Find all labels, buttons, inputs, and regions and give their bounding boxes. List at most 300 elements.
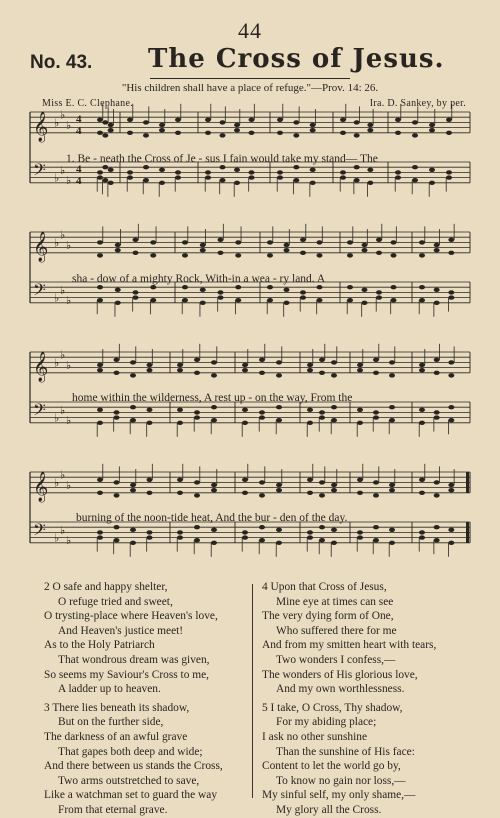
note-head	[373, 371, 379, 375]
verse-line: My sinful self, my only shame,—	[262, 789, 416, 802]
note-head	[448, 251, 454, 255]
note-head	[319, 480, 325, 484]
note-head	[177, 530, 183, 534]
verse-line: Who suffered there for me	[276, 624, 397, 637]
note-head	[434, 493, 440, 497]
note-head	[367, 123, 373, 127]
note-head	[434, 358, 440, 362]
note-head	[147, 421, 153, 425]
hymn-title: The Cross of Jesus.	[148, 44, 445, 74]
note-head	[177, 478, 183, 482]
flat-sign-icon: ♭	[54, 531, 60, 545]
note-head	[300, 251, 306, 255]
note-head	[127, 131, 133, 135]
note-head	[177, 368, 183, 372]
verse-line: But on the further side,	[58, 716, 164, 729]
note-head	[395, 170, 401, 174]
note-head	[218, 251, 224, 255]
bass-clef-icon: 𝄢	[33, 519, 46, 544]
note-head	[130, 528, 136, 532]
note-head	[194, 358, 200, 362]
note-head	[446, 170, 452, 174]
note-head	[331, 541, 337, 545]
note-head	[97, 285, 103, 289]
note-head	[97, 298, 103, 302]
time-signature-icon: 4	[76, 163, 82, 176]
note-head	[97, 421, 103, 425]
note-head	[235, 285, 241, 289]
note-head	[434, 288, 440, 292]
note-head	[319, 358, 325, 362]
note-head	[211, 373, 217, 377]
note-head	[234, 128, 240, 132]
verse-line: And Heaven's justice meet!	[58, 624, 184, 637]
verse-line: Two arms outstretched to save,	[58, 774, 200, 787]
note-head	[182, 240, 188, 244]
note-head	[242, 535, 248, 539]
note-head	[259, 415, 265, 419]
note-head	[376, 290, 382, 294]
note-head	[362, 243, 368, 247]
note-head	[194, 538, 200, 542]
flat-sign-icon: ♭	[54, 356, 60, 370]
note-head	[389, 418, 395, 422]
note-head	[429, 181, 435, 185]
note-head	[114, 371, 120, 375]
note-head	[319, 538, 325, 542]
note-head	[150, 240, 156, 244]
note-head	[307, 535, 313, 539]
note-head	[143, 165, 149, 169]
note-head	[97, 408, 103, 412]
note-head	[205, 131, 211, 135]
note-head	[429, 168, 435, 172]
note-head	[300, 238, 306, 242]
verse-line: Two wonders I confess,—	[276, 653, 396, 666]
note-head	[446, 131, 452, 135]
verse-line: Like a watchman set to guard the way	[44, 789, 218, 802]
note-head	[220, 178, 226, 182]
verse-line: 2 O safe and happy shelter,	[44, 581, 168, 593]
note-head	[211, 541, 217, 545]
note-head	[242, 478, 248, 482]
treble-clef-icon: 𝄞	[33, 111, 49, 142]
note-head	[293, 133, 299, 137]
note-head	[331, 483, 337, 487]
note-head	[97, 175, 103, 179]
note-head	[373, 410, 379, 414]
note-head	[354, 165, 360, 169]
flat-sign-icon: ♭	[60, 403, 66, 417]
note-head	[177, 535, 183, 539]
note-head	[419, 298, 425, 302]
verse-line: The darkness of an awful grave	[44, 730, 188, 743]
note-head	[97, 240, 103, 244]
note-head	[419, 285, 425, 289]
note-head	[259, 480, 265, 484]
note-head	[102, 120, 108, 124]
note-head	[249, 131, 255, 135]
treble-clef-icon: 𝄞	[33, 231, 49, 262]
note-head	[317, 285, 323, 289]
note-head	[97, 118, 103, 122]
verse-line: 4 Upon that Cross of Jesus,	[262, 581, 387, 593]
note-head	[114, 480, 120, 484]
note-head	[127, 175, 133, 179]
note-head	[150, 253, 156, 257]
note-head	[391, 285, 397, 289]
verse-line: That wondrous dream was given,	[58, 653, 210, 666]
note-head	[362, 248, 368, 252]
note-head	[205, 175, 211, 179]
note-head	[102, 178, 108, 182]
note-head	[267, 253, 273, 257]
note-head	[175, 170, 181, 174]
note-head	[293, 120, 299, 124]
note-head	[97, 478, 103, 482]
note-head	[276, 418, 282, 422]
note-head	[220, 165, 226, 169]
note-head	[319, 410, 325, 414]
note-head	[267, 285, 273, 289]
lyric-line-3: home within the wilderness, A rest up - on the way, From the	[72, 392, 353, 404]
treble-clef-icon: 𝄞	[33, 351, 49, 382]
flat-sign-icon: ♭	[60, 228, 66, 242]
note-head	[357, 535, 363, 539]
note-head	[389, 405, 395, 409]
note-head	[376, 251, 382, 255]
note-head	[412, 178, 418, 182]
note-head	[357, 421, 363, 425]
verse-line: To know no gain nor loss,—	[276, 774, 406, 787]
treble-clef-icon: 𝄞	[33, 471, 49, 502]
flat-sign-icon: ♭	[54, 236, 60, 250]
note-head	[175, 131, 181, 135]
note-head	[300, 295, 306, 299]
verse-line: So seems my Saviour's Cross to me,	[44, 668, 210, 681]
note-head	[114, 358, 120, 362]
note-head	[434, 538, 440, 542]
note-head	[307, 421, 313, 425]
note-head	[331, 360, 337, 364]
note-head	[373, 480, 379, 484]
note-head	[234, 181, 240, 185]
lyricist-credit: Miss E. C. Clephane.	[42, 98, 133, 109]
note-head	[234, 123, 240, 127]
note-head	[242, 421, 248, 425]
note-head	[205, 118, 211, 122]
note-head	[331, 488, 337, 492]
note-head	[159, 181, 165, 185]
note-head	[357, 368, 363, 372]
note-head	[130, 541, 136, 545]
note-head	[448, 483, 454, 487]
note-head	[434, 525, 440, 529]
flat-sign-icon: ♭	[60, 468, 66, 482]
verse-line: And from my smitten heart with tears,	[262, 639, 437, 652]
hymn-number: No. 43.	[30, 52, 93, 73]
note-head	[419, 491, 425, 495]
verse-line: A ladder up to heaven.	[58, 683, 161, 696]
note-head	[127, 118, 133, 122]
verse-line: The wonders of His glorious love,	[262, 668, 418, 681]
note-head	[357, 530, 363, 534]
note-head	[182, 253, 188, 257]
note-head	[200, 288, 206, 292]
verses-left-column	[44, 580, 223, 818]
verses-right-column	[262, 580, 436, 818]
verse-line: O refuge tried and sweet,	[58, 595, 173, 608]
verse-line: And there between us stands the Cross,	[44, 760, 223, 773]
note-head	[177, 491, 183, 495]
note-head	[211, 418, 217, 422]
note-head	[259, 525, 265, 529]
note-head	[114, 410, 120, 414]
note-head	[357, 478, 363, 482]
note-head	[434, 371, 440, 375]
note-head	[434, 415, 440, 419]
note-head	[340, 170, 346, 174]
note-head	[235, 298, 241, 302]
bass-clef-icon: 𝄢	[33, 279, 46, 304]
column-divider	[252, 584, 253, 798]
note-head	[182, 298, 188, 302]
note-head	[367, 181, 373, 185]
verse-line: Than the sunshine of His face:	[276, 745, 415, 758]
note-head	[434, 243, 440, 247]
note-head	[259, 371, 265, 375]
note-head	[331, 373, 337, 377]
note-head	[200, 248, 206, 252]
verse-line: From that eternal grave.	[58, 803, 168, 816]
note-head	[446, 118, 452, 122]
note-head	[389, 528, 395, 532]
note-head	[284, 301, 290, 305]
flat-sign-icon: ♭	[66, 414, 72, 428]
note-head	[276, 528, 282, 532]
note-head	[211, 483, 217, 487]
note-head	[347, 298, 353, 302]
composer-credit: Ira. D. Sankey, by per.	[369, 98, 466, 109]
flat-sign-icon: ♭	[60, 163, 66, 177]
note-head	[211, 405, 217, 409]
note-head	[389, 360, 395, 364]
note-head	[419, 368, 425, 372]
note-head	[130, 405, 136, 409]
note-head	[147, 491, 153, 495]
note-head	[389, 483, 395, 487]
verse-line: And my own worthlessness.	[276, 683, 405, 696]
verse-line: My glory all the Cross.	[276, 803, 382, 816]
note-head	[307, 363, 313, 367]
note-head	[448, 360, 454, 364]
note-head	[130, 418, 136, 422]
note-head	[331, 528, 337, 532]
epigraph: "His children shall have a place of refuge."—Prov. 14: 26.	[121, 82, 379, 94]
flat-sign-icon: ♭	[66, 359, 72, 372]
note-head	[448, 528, 454, 532]
note-head	[419, 253, 425, 257]
note-head	[97, 368, 103, 372]
note-head	[147, 363, 153, 367]
note-head	[340, 118, 346, 122]
note-head	[159, 123, 165, 127]
note-head	[319, 415, 325, 419]
note-head	[150, 298, 156, 302]
flat-sign-icon: ♭	[60, 108, 66, 122]
note-head	[259, 410, 265, 414]
note-head	[354, 133, 360, 137]
final-bar-line	[466, 522, 469, 543]
note-head	[143, 178, 149, 182]
note-head	[194, 480, 200, 484]
note-head	[218, 290, 224, 294]
note-head	[434, 480, 440, 484]
note-head	[108, 181, 114, 185]
note-head	[97, 170, 103, 174]
note-head	[284, 243, 290, 247]
note-head	[357, 491, 363, 495]
note-head	[317, 240, 323, 244]
note-head	[389, 541, 395, 545]
verse-line: That gapes both deep and wide;	[58, 745, 203, 758]
note-head	[267, 298, 273, 302]
verse-line: The very dying form of One,	[262, 610, 394, 623]
note-head	[115, 301, 121, 305]
note-head	[143, 133, 149, 137]
note-head	[211, 528, 217, 532]
note-head	[307, 368, 313, 372]
note-head	[242, 368, 248, 372]
note-head	[276, 360, 282, 364]
flat-sign-icon: ♭	[66, 119, 72, 132]
note-head	[97, 253, 103, 257]
note-head	[373, 538, 379, 542]
note-head	[354, 178, 360, 182]
note-head	[284, 288, 290, 292]
note-head	[357, 408, 363, 412]
note-head	[127, 170, 133, 174]
note-head	[310, 123, 316, 127]
note-head	[277, 118, 283, 122]
lyric-line-2: sha - dow of a mighty Rock, With-in a wea - ry land. A	[72, 273, 326, 285]
flat-sign-icon: ♭	[54, 291, 60, 305]
note-head	[177, 421, 183, 425]
note-head	[211, 488, 217, 492]
note-head	[133, 251, 139, 255]
note-head	[194, 410, 200, 414]
note-head	[182, 285, 188, 289]
note-head	[276, 541, 282, 545]
note-head	[147, 530, 153, 534]
note-head	[218, 295, 224, 299]
flat-sign-icon: ♭	[66, 534, 72, 548]
verse-line: O trysting-place where Heaven's love,	[44, 610, 218, 623]
note-head	[259, 493, 265, 497]
note-head	[242, 363, 248, 367]
note-head	[143, 120, 149, 124]
note-head	[97, 530, 103, 534]
bass-clef-icon: 𝄢	[33, 399, 46, 424]
note-head	[259, 538, 265, 542]
note-head	[114, 493, 120, 497]
note-head	[448, 541, 454, 545]
note-head	[319, 525, 325, 529]
lyric-line-1: 1. Be - neath the Cross of Je - sus I fain would take my stand— The	[66, 153, 378, 165]
note-head	[114, 538, 120, 542]
note-head	[373, 493, 379, 497]
note-head	[242, 408, 248, 412]
note-head	[412, 133, 418, 137]
note-head	[434, 301, 440, 305]
note-head	[249, 170, 255, 174]
note-head	[115, 243, 121, 247]
note-head	[235, 240, 241, 244]
note-head	[412, 120, 418, 124]
note-head	[177, 408, 183, 412]
note-head	[277, 131, 283, 135]
page-number: 44	[238, 18, 262, 43]
note-head	[130, 488, 136, 492]
note-head	[429, 128, 435, 132]
note-head	[194, 415, 200, 419]
note-head	[331, 418, 337, 422]
note-head	[97, 131, 103, 135]
note-head	[133, 290, 139, 294]
note-head	[362, 288, 368, 292]
note-head	[242, 491, 248, 495]
note-head	[130, 360, 136, 364]
note-head	[108, 128, 114, 132]
verse-line: I ask no other sunshine	[262, 730, 368, 743]
note-head	[242, 530, 248, 534]
final-bar-line	[466, 472, 469, 493]
note-head	[293, 165, 299, 169]
note-head	[147, 408, 153, 412]
note-head	[448, 488, 454, 492]
note-head	[194, 371, 200, 375]
note-head	[220, 120, 226, 124]
note-head	[362, 301, 368, 305]
note-head	[284, 248, 290, 252]
note-head	[347, 253, 353, 257]
verse-line: Mine eye at times can see	[276, 595, 394, 608]
note-head	[108, 168, 114, 172]
note-head	[130, 373, 136, 377]
note-head	[376, 238, 382, 242]
note-head	[347, 285, 353, 289]
note-head	[300, 290, 306, 294]
note-head	[114, 525, 120, 529]
note-head	[200, 243, 206, 247]
note-head	[419, 535, 425, 539]
note-head	[354, 120, 360, 124]
flat-sign-icon: ♭	[60, 523, 66, 537]
note-head	[448, 238, 454, 242]
note-head	[147, 535, 153, 539]
note-head	[276, 405, 282, 409]
note-head	[97, 535, 103, 539]
flat-sign-icon: ♭	[66, 294, 72, 308]
note-head	[319, 493, 325, 497]
note-head	[307, 491, 313, 495]
note-head	[277, 175, 283, 179]
note-head	[234, 168, 240, 172]
note-head	[220, 133, 226, 137]
note-head	[419, 421, 425, 425]
flat-sign-icon: ♭	[60, 283, 66, 297]
verse-line: 3 There lies beneath its shadow,	[44, 701, 190, 714]
